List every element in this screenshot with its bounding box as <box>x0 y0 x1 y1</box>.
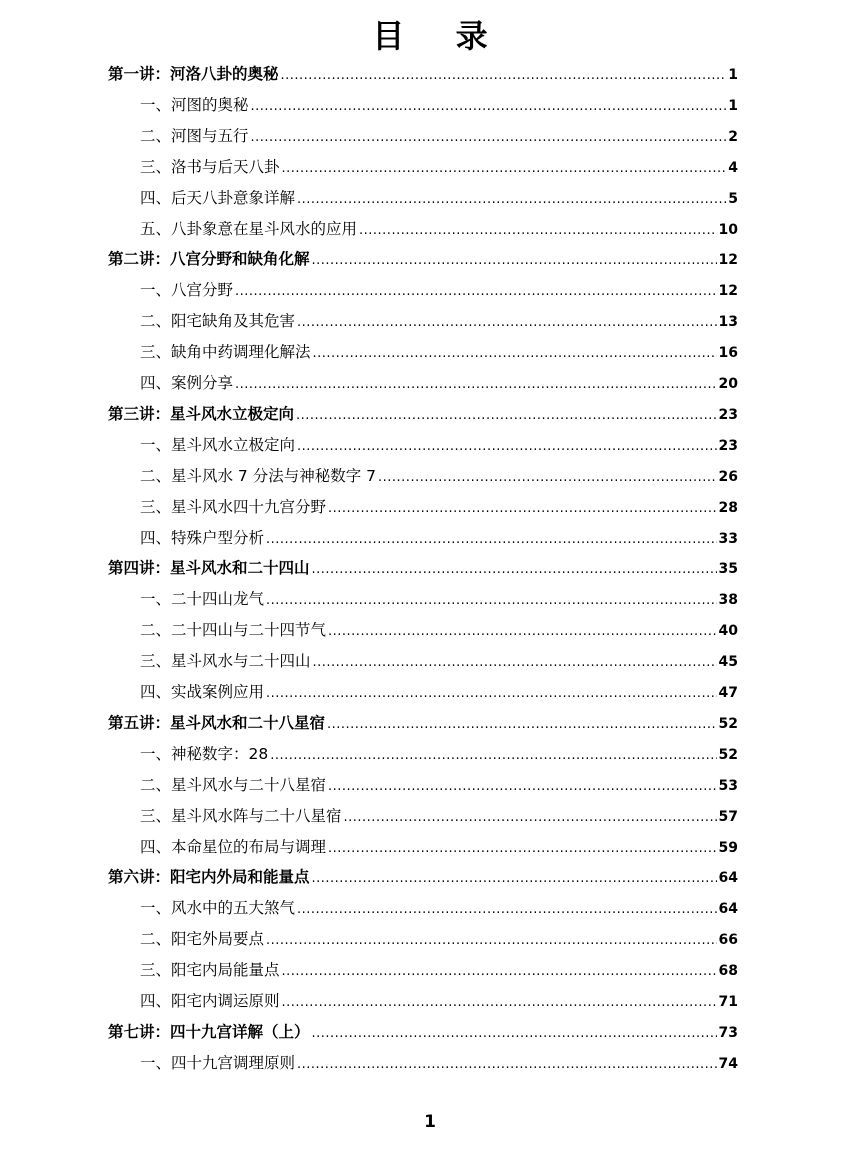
toc-entry-title: 四、本命星位的布局与调理 <box>140 837 327 856</box>
dot-leader <box>313 649 717 677</box>
toc-entry-title: 二、星斗风水 7 分法与神秘数字 7 <box>140 466 377 485</box>
toc-entry-title: 二、二十四山与二十四节气 <box>140 621 327 640</box>
toc-chapter-entry[interactable] <box>108 60 738 88</box>
dot-leader <box>328 773 717 801</box>
toc-section-entry[interactable] <box>140 369 738 397</box>
dot-leader <box>281 62 727 90</box>
toc-section-entry[interactable] <box>140 493 738 521</box>
dot-leader <box>359 217 717 245</box>
toc-entry-title: 二、阳宅外局要点 <box>140 930 265 949</box>
toc-entry-page: 33 <box>718 530 738 547</box>
dot-leader <box>251 93 727 121</box>
dot-leader <box>266 927 717 955</box>
toc-entry-title: 二、星斗风水与二十八星宿 <box>140 775 327 794</box>
toc-entry-title: 四、阳宅内调运原则 <box>140 992 280 1010</box>
toc-section-entry[interactable] <box>140 802 738 830</box>
toc-entry-page: 52 <box>718 715 738 732</box>
dot-leader <box>296 402 717 430</box>
dot-leader <box>297 896 717 924</box>
toc-entry-title: 第五讲：星斗风水和二十八星宿 <box>108 713 326 732</box>
toc-entry-page: 20 <box>718 376 738 392</box>
toc-chapter-entry[interactable] <box>108 863 738 891</box>
toc-section-entry[interactable] <box>140 1049 738 1077</box>
toc-entry-page: 2 <box>728 128 738 145</box>
dot-leader <box>266 526 717 554</box>
toc-section-entry[interactable] <box>140 585 738 613</box>
toc-entry-page: 10 <box>718 221 738 238</box>
dot-leader <box>266 587 717 615</box>
toc-entry-page: 1 <box>728 97 738 114</box>
page-number: 1 <box>424 1112 436 1132</box>
toc-entry-page: 16 <box>718 345 738 362</box>
toc-entry-title: 二、河图与五行 <box>140 126 249 145</box>
dot-leader <box>327 711 717 739</box>
toc-entry-page: 45 <box>718 654 738 671</box>
dot-leader <box>297 433 717 461</box>
toc-entry-page: 13 <box>718 314 738 331</box>
toc-entry-page: 26 <box>718 468 738 485</box>
toc-section-entry[interactable] <box>140 184 738 212</box>
dot-leader <box>328 495 717 523</box>
toc-entry-title: 四、特殊户型分析 <box>140 528 265 547</box>
toc-entry-page: 12 <box>718 283 738 300</box>
toc-entry-page: 52 <box>718 746 738 763</box>
dot-leader <box>297 309 717 337</box>
toc-entry-page: 40 <box>718 623 738 640</box>
toc-section-entry[interactable] <box>140 431 738 459</box>
toc-section-entry[interactable] <box>140 153 738 181</box>
dot-leader <box>378 464 717 492</box>
toc-entry-title: 一、星斗风水立极定向 <box>140 435 296 454</box>
toc-chapter-entry[interactable] <box>108 245 738 273</box>
toc-section-entry[interactable] <box>140 771 738 799</box>
toc-chapter-entry[interactable] <box>108 1018 738 1046</box>
toc-section-entry[interactable] <box>140 307 738 335</box>
dot-leader <box>312 865 717 893</box>
toc-entry-page: 71 <box>718 994 738 1010</box>
toc-section-entry[interactable] <box>140 338 738 366</box>
toc-section-entry[interactable] <box>140 524 738 552</box>
toc-entry-page: 38 <box>718 592 738 609</box>
toc-entry-title: 第一讲：河洛八卦的奥秘 <box>108 65 279 83</box>
toc-entry-page: 74 <box>718 1055 738 1072</box>
dot-leader <box>312 247 717 275</box>
dot-leader <box>297 186 726 214</box>
toc-entry-page: 59 <box>718 839 738 856</box>
toc-entry-page: 12 <box>718 252 738 269</box>
toc-entry-page: 68 <box>718 963 738 980</box>
dot-leader <box>282 989 717 1017</box>
toc-entry-title: 五、八卦象意在星斗风水的应用 <box>140 219 358 238</box>
dot-leader <box>312 556 717 584</box>
toc-section-entry[interactable] <box>140 678 738 706</box>
toc-entry-page: 64 <box>718 901 738 918</box>
toc-section-entry[interactable] <box>140 616 738 644</box>
toc-entry-page: 47 <box>718 685 738 701</box>
toc-entry-title: 三、星斗风水阵与二十八星宿 <box>140 806 342 825</box>
toc-entry-title: 第二讲：八宫分野和缺角化解 <box>108 250 310 269</box>
toc-section-entry[interactable] <box>140 276 738 304</box>
toc-section-entry[interactable] <box>140 925 738 953</box>
toc-entry-title: 一、风水中的五大煞气 <box>140 899 296 918</box>
toc-entry-page: 35 <box>718 561 738 578</box>
dot-leader <box>328 618 717 646</box>
toc-entry-title: 一、河图的奥秘 <box>140 95 249 114</box>
toc-section-entry[interactable] <box>140 122 738 150</box>
toc-section-entry[interactable] <box>140 647 738 675</box>
toc-section-entry[interactable] <box>140 740 738 768</box>
toc-entry-title: 三、星斗风水四十九宫分野 <box>140 497 327 516</box>
toc-section-entry[interactable] <box>140 894 738 922</box>
dot-leader <box>235 371 717 399</box>
toc-section-entry[interactable] <box>140 833 738 861</box>
toc-chapter-entry[interactable] <box>108 709 738 737</box>
toc-entry-page: 28 <box>718 499 738 516</box>
toc-entry-title: 一、神秘数字：28 <box>140 744 269 763</box>
toc-entry-title: 第四讲：星斗风水和二十四山 <box>108 559 310 578</box>
toc-entry-title: 第六讲：阳宅内外局和能量点 <box>108 868 310 887</box>
toc-entry-title: 第七讲：四十九宫详解（上） <box>108 1022 310 1041</box>
toc-entry-title: 三、阳宅内局能量点 <box>140 961 280 980</box>
dot-leader <box>235 278 717 306</box>
toc-chapter-entry[interactable] <box>108 554 738 582</box>
toc-section-entry[interactable] <box>140 91 738 119</box>
dot-leader <box>282 958 717 986</box>
toc-entry-page: 64 <box>718 870 738 887</box>
toc-entry-title: 一、八宫分野 <box>140 281 234 300</box>
toc-section-entry[interactable] <box>140 215 738 243</box>
toc-entry-page: 23 <box>718 437 738 454</box>
toc-entry-page: 4 <box>728 159 738 176</box>
toc-entry-title: 三、星斗风水与二十四山 <box>140 652 311 671</box>
toc-entry-page: 23 <box>718 406 738 423</box>
dot-leader <box>251 124 727 152</box>
dot-leader <box>297 1051 717 1079</box>
dot-leader <box>344 804 717 832</box>
toc-entry-page: 1 <box>728 67 738 83</box>
toc-entry-page: 5 <box>728 190 738 207</box>
toc-section-entry[interactable] <box>140 987 738 1015</box>
dot-leader <box>266 680 717 708</box>
toc-section-entry[interactable] <box>140 956 738 984</box>
toc-section-entry[interactable] <box>140 462 738 490</box>
toc-entry-title: 一、四十九宫调理原则 <box>140 1053 296 1072</box>
toc-entry-page: 73 <box>718 1024 738 1041</box>
page-title: 目 录 <box>372 17 508 55</box>
toc-entry-page: 57 <box>718 808 738 825</box>
toc-entry-page: 66 <box>718 932 738 949</box>
toc-chapter-entry[interactable] <box>108 400 738 428</box>
toc-entry-title: 四、案例分享 <box>140 374 234 392</box>
toc-entry-title: 四、后天八卦意象详解 <box>140 188 296 207</box>
dot-leader <box>282 155 727 183</box>
toc-entry-title: 四、实战案例应用 <box>140 683 265 701</box>
toc-entry-title: 三、缺角中药调理化解法 <box>140 343 311 362</box>
toc-entry-title: 三、洛书与后天八卦 <box>140 157 280 176</box>
toc-entry-title: 第三讲：星斗风水立极定向 <box>108 404 295 423</box>
dot-leader <box>270 742 716 770</box>
dot-leader <box>313 340 717 368</box>
dot-leader <box>312 1020 717 1048</box>
toc-entry-page: 53 <box>718 777 738 794</box>
toc-entry-title: 一、二十四山龙气 <box>140 590 265 609</box>
toc-entry-title: 二、阳宅缺角及其危害 <box>140 312 296 331</box>
dot-leader <box>328 835 717 863</box>
